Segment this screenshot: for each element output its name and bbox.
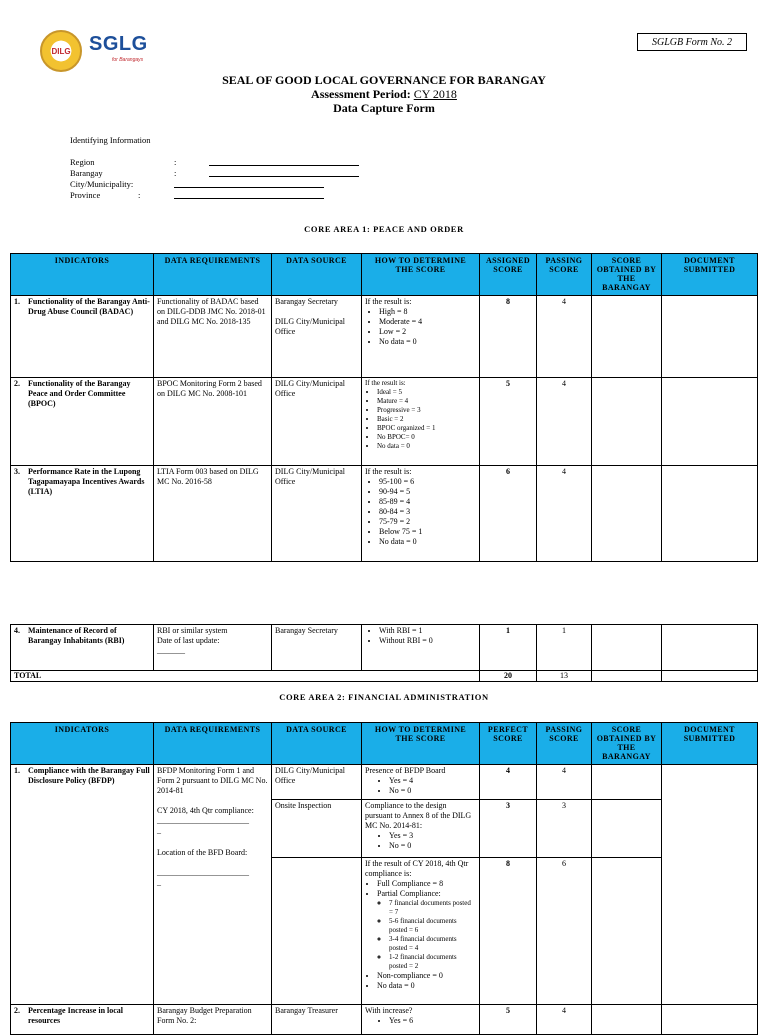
- passing-score: 6: [537, 858, 592, 1005]
- assigned-score: 6: [480, 466, 537, 562]
- barangay-label: Barangay: [70, 168, 103, 178]
- core-area-2-table: [10, 722, 758, 1035]
- page-subtitle: Data Capture Form: [333, 101, 435, 115]
- score-obtained-cell[interactable]: [592, 466, 662, 562]
- score-criteria: If the result is: • 95-100 = 6 • 90-94 = 5 • 85-89 = 4 • 80-84 = 3 • 75-79 = 2 • Below 75 = 1 • No data = 0: [362, 466, 480, 562]
- source-text: [272, 858, 362, 1005]
- table-row: 3. Performance Rate in the Lupong Tagapamayapa Incentives Awards (LTIA) LTIA Form 003 based on DILG MC No. 2016-58 DILG City/Municipal Office If the result is: • 95-100 = 6 • 90-94 = 5 • 85-89 = 4 • 80-84 = 3 • 75-79 = 2 • Below 75 = 1 • No data = 0 6 4: [11, 466, 758, 562]
- score-criteria: If the result is: • High = 8 • Moderate = 4 • Low = 2 • No data = 0: [362, 296, 480, 378]
- perfect-score: 4: [480, 765, 537, 800]
- page-title: SEAL OF GOOD LOCAL GOVERNANCE FOR BARANGAY: [222, 73, 546, 87]
- passing-score: 3: [537, 800, 592, 858]
- col-passing-score: PASSING SCORE: [537, 723, 592, 765]
- score-obtained-cell[interactable]: [592, 800, 662, 858]
- score-criteria: • With RBI = 1 • Without RBI = 0: [362, 625, 480, 671]
- col-indicators: INDICATORS: [11, 723, 154, 765]
- source-text: DILG City/Municipal Office: [272, 466, 362, 562]
- indicator-text: Percentage Increase in local resources: [28, 1006, 124, 1025]
- source-text: Barangay Treasurer: [272, 1005, 362, 1035]
- indicator-text: Maintenance of Record of Barangay Inhabitants (RBI): [28, 626, 125, 645]
- barangay-field[interactable]: Barangay :: [70, 168, 359, 178]
- source-text: Onsite Inspection: [272, 800, 362, 858]
- dilg-seal-logo: DILG: [40, 30, 82, 72]
- col-how-to-determine: HOW TO DETERMINE THE SCORE: [362, 723, 480, 765]
- score-obtained-cell[interactable]: [592, 378, 662, 466]
- table-row: 1. Functionality of the Barangay Anti-Drug Abuse Council (BADAC) Functionality of BADAC based on DILG-DDB JMC No. 2018-01 and DILG MC No. 2018-135 Barangay Secretary DILG City/Municipal Office If the result is: • High = 8 • Moderate = 4 • Low = 2 • No data = 0 8 4: [11, 296, 758, 378]
- perfect-score: 3: [480, 800, 537, 858]
- compliance-blank[interactable]: _______________________: [157, 816, 249, 825]
- score-criteria: With increase? • Yes = 6: [362, 1005, 480, 1035]
- requirements-text: LTIA Form 003 based on DILG MC No. 2016-58: [154, 466, 272, 562]
- total-document-cell: [662, 671, 758, 682]
- table-header-row: [11, 254, 758, 296]
- col-data-source: DATA SOURCE: [272, 254, 362, 296]
- col-score-obtained: SCORE OBTAINED BY THE BARANGAY: [592, 723, 662, 765]
- passing-score: 4: [537, 1005, 592, 1035]
- total-score-obtained[interactable]: [592, 671, 662, 682]
- score-criteria: If the result is: • Ideal = 5 • Mature = 4 • Progressive = 3 • Basic = 2 • BPOC organized = 1 • No BPOC= 0 • No data = 0: [362, 378, 480, 466]
- assigned-score: 1: [480, 625, 537, 671]
- document-submitted-cell[interactable]: [662, 466, 758, 562]
- col-perfect-score: PERFECT SCORE: [480, 723, 537, 765]
- col-data-requirements: DATA REQUIREMENTS: [154, 254, 272, 296]
- score-criteria: If the result of CY 2018, 4th Qtr compliance is: • Full Compliance = 8 • Partial Compliance: ◦ 7 financial documents posted = 7 ◦ 5-6 financial documents posted = 6 ◦ 3-4 financial documents posted = 4 ◦ 1-2 financial documents posted = 2 • Non-compliance = 0 • No data = 0: [362, 858, 480, 1005]
- indicator-text: Performance Rate in the Lupong Tagapamayapa Incentives Awards (LTIA): [28, 467, 145, 496]
- region-line[interactable]: [209, 157, 359, 166]
- document-submitted-cell[interactable]: [662, 378, 758, 466]
- source-text: Barangay Secretary DILG City/Municipal Office: [272, 296, 362, 378]
- location-blank[interactable]: _______________________: [157, 868, 249, 877]
- indicator-text: Functionality of the Barangay Anti-Drug Abuse Council (BADAC): [28, 297, 150, 316]
- period-label: Assessment Period:: [311, 87, 411, 101]
- score-criteria: Compliance to the design pursuant to Annex 8 of the DILG MC No. 2014-81: • Yes = 3 • No = 0: [362, 800, 480, 858]
- province-line[interactable]: [174, 190, 324, 199]
- table-row: 2. Percentage Increase in local resources Barangay Budget Preparation Form No. 2: Barangay Treasurer With increase? • Yes = 6 5 4: [11, 1005, 758, 1035]
- assigned-score: 8: [480, 296, 537, 378]
- indicator-text: Compliance with the Barangay Full Disclosure Policy (BFDP): [28, 766, 150, 785]
- sglg-logo: SGLG: [89, 33, 148, 55]
- requirements-text: RBI or similar system Date of last update: _______: [154, 625, 272, 671]
- passing-score: 4: [537, 296, 592, 378]
- table-header-row: [11, 723, 758, 765]
- assessment-period: [0, 87, 768, 102]
- score-obtained-cell[interactable]: [592, 296, 662, 378]
- col-document-submitted: DOCUMENT SUBMITTED: [662, 254, 758, 296]
- col-data-source: DATA SOURCE: [272, 723, 362, 765]
- form-number-box: SGLGB Form No. 2: [637, 33, 747, 51]
- total-passing: 13: [537, 671, 592, 682]
- passing-score: 4: [537, 765, 592, 800]
- col-passing-score: PASSING SCORE: [537, 254, 592, 296]
- province-label: Province: [70, 190, 101, 200]
- total-label: TOTAL: [11, 671, 480, 682]
- col-score-obtained: SCORE OBTAINED BY THE BARANGAY: [592, 254, 662, 296]
- document-submitted-cell[interactable]: [662, 1005, 758, 1035]
- core-area-1-table-continued: [10, 624, 758, 682]
- city-line[interactable]: [174, 179, 324, 188]
- col-document-submitted: DOCUMENT SUBMITTED: [662, 723, 758, 765]
- col-how-to-determine: HOW TO DETERMINE THE SCORE: [362, 254, 480, 296]
- col-data-requirements: DATA REQUIREMENTS: [154, 723, 272, 765]
- score-obtained-cell[interactable]: [592, 858, 662, 1005]
- indicator-text: Functionality of the Barangay Peace and Order Committee (BPOC): [28, 379, 131, 408]
- requirements-text: BPOC Monitoring Form 2 based on DILG MC No. 2008-101: [154, 378, 272, 466]
- period-value: CY 2018: [413, 87, 457, 101]
- source-text: DILG City/Municipal Office: [272, 378, 362, 466]
- region-label: Region: [70, 157, 95, 167]
- score-obtained-cell[interactable]: [592, 765, 662, 800]
- passing-score: 1: [537, 625, 592, 671]
- requirements-text: Barangay Budget Preparation Form No. 2:: [154, 1005, 272, 1035]
- total-assigned: 20: [480, 671, 537, 682]
- sglg-logo-sub: for Barangays: [112, 57, 144, 63]
- city-field[interactable]: [70, 179, 324, 189]
- table-row: 1. Compliance with the Barangay Full Disclosure Policy (BFDP) BFDP Monitoring Form 1 and Form 2 pursuant to DILG MC No. 2014-81 CY 2018, 4th Qtr compliance: _______________________ _ Location of the BFD Board: _______________________ _ DILG City/Municipal Office Presence of BFDP Board • Yes = 4 • No = 0 4 4: [11, 765, 758, 800]
- table-row: 4. Maintenance of Record of Barangay Inhabitants (RBI) RBI or similar system Date of last update: _______ Barangay Secretary • With RBI = 1 • Without RBI = 0 1 1: [11, 625, 758, 671]
- requirements-text: Functionality of BADAC based on DILG-DDB JMC No. 2018-01 and DILG MC No. 2018-135: [154, 296, 272, 378]
- col-indicators: INDICATORS: [11, 254, 154, 296]
- total-row: [11, 671, 758, 682]
- requirements-text: BFDP Monitoring Form 1 and Form 2 pursuant to DILG MC No. 2014-81 CY 2018, 4th Qtr compliance: _______________________ _ Location of the BFD Board: _______________________ _: [154, 765, 272, 1005]
- perfect-score: 5: [480, 1005, 537, 1035]
- province-field[interactable]: Province :: [70, 190, 324, 200]
- passing-score: 4: [537, 466, 592, 562]
- score-criteria: Presence of BFDP Board • Yes = 4 • No = 0: [362, 765, 480, 800]
- score-obtained-cell[interactable]: [592, 625, 662, 671]
- document-submitted-cell[interactable]: [662, 765, 758, 1005]
- core-area-1-table: [10, 253, 758, 562]
- last-update-blank[interactable]: _______: [157, 646, 185, 655]
- city-label: City/Municipality:: [70, 179, 134, 189]
- source-text: DILG City/Municipal Office: [272, 765, 362, 800]
- perfect-score: 8: [480, 858, 537, 1005]
- core-area-1-title: CORE AREA 1: PEACE AND ORDER: [304, 224, 464, 234]
- core-area-2-title: CORE AREA 2: FINANCIAL ADMINISTRATION: [279, 692, 489, 702]
- passing-score: 4: [537, 378, 592, 466]
- document-submitted-cell[interactable]: [662, 625, 758, 671]
- region-field[interactable]: Region :: [70, 157, 359, 167]
- score-obtained-cell[interactable]: [592, 1005, 662, 1035]
- source-text: Barangay Secretary: [272, 625, 362, 671]
- identifying-info-heading: Identifying Information: [70, 135, 151, 145]
- assigned-score: 5: [480, 378, 537, 466]
- table-row: 2. Functionality of the Barangay Peace and Order Committee (BPOC) BPOC Monitoring Form 2 based on DILG MC No. 2008-101 DILG City/Municipal Office If the result is: • Ideal = 5 • Mature = 4 • Progressive = 3 • Basic = 2 • BPOC organized = 1 • No BPOC= 0 • No data = 0 5 4: [11, 378, 758, 466]
- barangay-line[interactable]: [209, 168, 359, 177]
- col-assigned-score: ASSIGNED SCORE: [480, 254, 537, 296]
- document-submitted-cell[interactable]: [662, 296, 758, 378]
